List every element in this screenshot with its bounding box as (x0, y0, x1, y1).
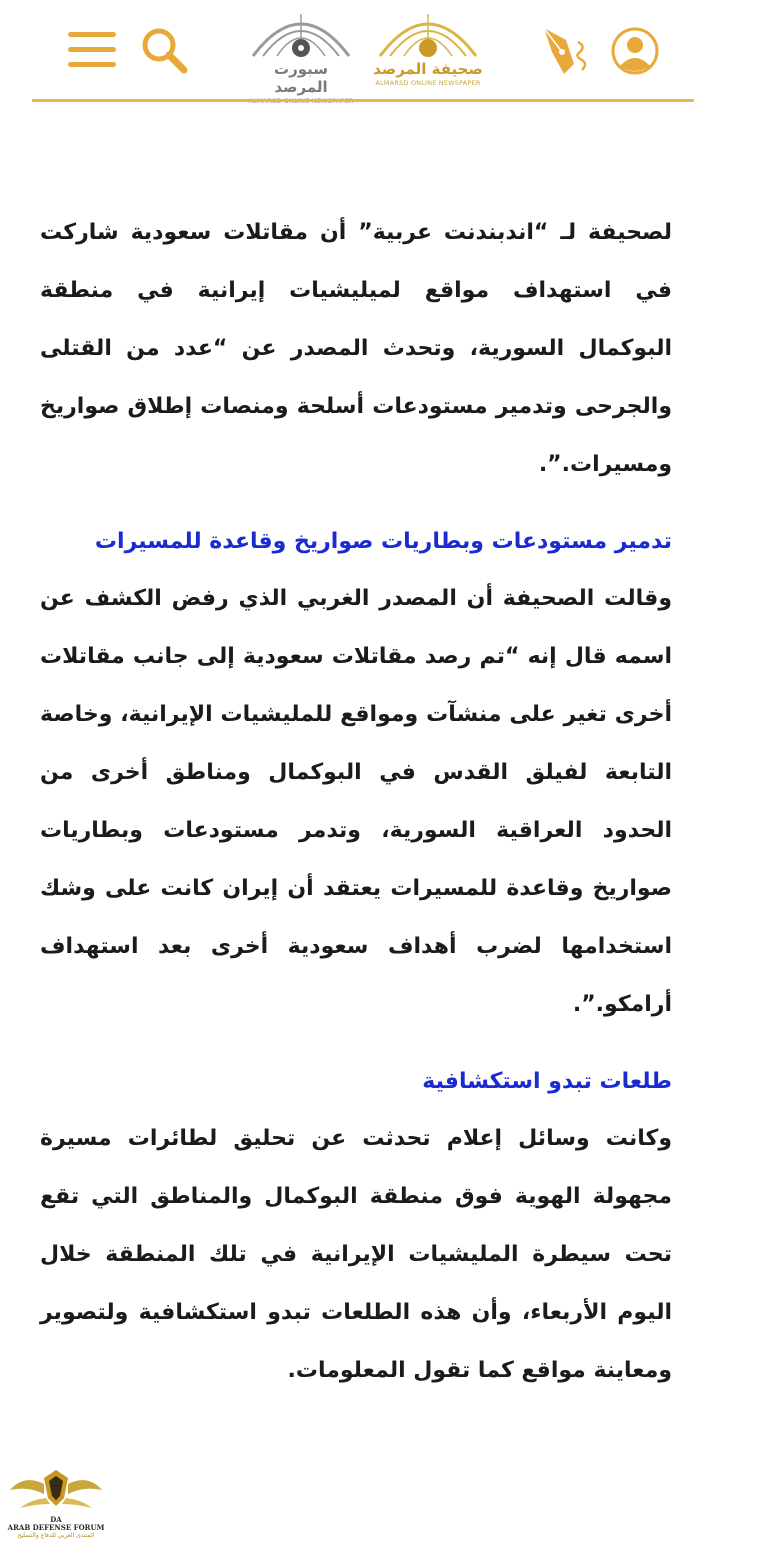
forum-abbr: DA (50, 1515, 62, 1524)
forum-arabic-name: المنتدى العربي للدفاع والتسليح (17, 1532, 95, 1539)
header-divider (32, 99, 694, 102)
news-dome-icon (374, 10, 482, 60)
article-paragraph: وقالت الصحيفة أن المصدر الغربي الذي رفض الكشف عن اسمه قال إنه “تم رصد مقاتلات سعودية إلى جانب مقاتلات أخرى تغير على منشآت ومواقع للمليشيات الإيرانية، وخاصة التابعة لفيلق القدس في البوكمال ومناطق أخرى من الحدود العراقية السورية، وتدمر مستودعات وبطاريات صواريخ وقاعدة للمسيرات يعتقد أن إيران كانت على وشك استخدامها لضرب أهداف سعودية أخرى بعد استهداف أرامكو.”. (40, 586, 672, 1017)
sport-logo-title: سبورت المرصد (274, 60, 328, 96)
article-subheading: تدمير مستودعات وبطاريات صواريخ وقاعدة للمسيرات (94, 529, 672, 554)
article-body (40, 204, 672, 1400)
forum-name: ARAB DEFENSE FORUM (7, 1523, 105, 1532)
forum-watermark (4, 1464, 108, 1546)
pen-nib-icon[interactable] (538, 22, 592, 78)
site-header (0, 0, 780, 104)
article-subheading: طلعات تبدو استكشافية (422, 1069, 672, 1094)
news-logo-title: صحيفة المرصد (373, 60, 483, 78)
search-icon[interactable] (138, 24, 192, 78)
hamburger-menu-icon[interactable] (68, 30, 118, 70)
arab-defense-forum-eagle-logo (6, 1464, 106, 1512)
sport-dome-icon (247, 10, 355, 60)
article-paragraph: لصحيفة لـ “اندبندنت عربية” أن مقاتلات سعودية شاركت في استهداف مواقع لميليشيات إيرانية في منطقة البوكمال السورية، وتحدث المصدر عن “عدد من القتلى والجرحى وتدمير مستودعات أسلحة ومنصات إطلاق صواريخ ومسيرات.”. (40, 220, 672, 477)
article-paragraph: وكانت وسائل إعلام تحدثت عن تحليق لطائرات مسيرة مجهولة الهوية فوق منطقة البوكمال والمناطق التي تقع تحت سيطرة المليشيات الإيرانية في تلك المنطقة خلال اليوم الأربعاء، وأن هذه الطلعات تبدو استكشافية ولتصوير ومعاينة مواقع كما تقول المعلومات. (40, 1126, 672, 1383)
news-logo-subtitle: ALMARSD ONLINE NEWSPAPER (375, 79, 481, 87)
news-logo[interactable] (372, 10, 484, 92)
user-avatar-icon[interactable] (610, 26, 660, 76)
sport-logo[interactable] (245, 10, 357, 96)
